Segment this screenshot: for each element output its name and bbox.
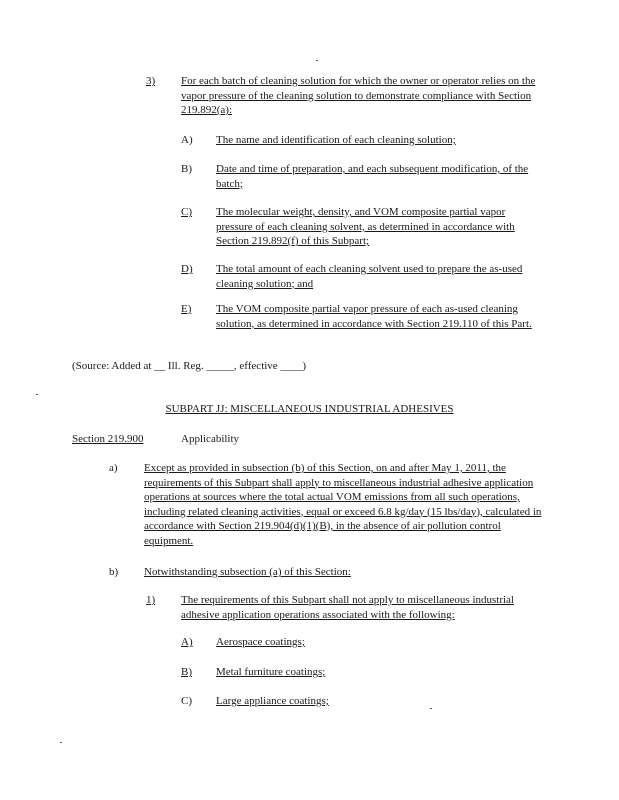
- subitem-a-label: A): [181, 134, 193, 146]
- subpart-heading: SUBPART JJ: MISCELLANEOUS INDUSTRIAL ADHESIVES: [165, 403, 454, 415]
- subitem-a-text: The name and identification of each cleaning solution;: [216, 134, 456, 146]
- item-3-label: 3): [146, 75, 156, 87]
- subitem-b-label: B): [181, 163, 192, 175]
- source-note: (Source: Added at __ Ill. Reg. _____, effective ____): [72, 360, 307, 372]
- scan-speck: [316, 60, 318, 61]
- para-a-label: a): [109, 462, 118, 474]
- section-title: Applicability: [181, 433, 240, 445]
- scan-speck: [60, 742, 62, 743]
- subitem-d-label: D): [181, 263, 193, 275]
- para-b-subitem-b-label: B): [181, 666, 192, 678]
- subitem-c-text: The molecular weight, density, and VOM composite partial vapor pressure of each cleaning solvent, as determined in accordance with Section 219.892(f) of this Subpart;: [216, 206, 515, 247]
- subitem-d-text: The total amount of each cleaning solvent used to prepare the as-used cleaning solution; and: [216, 263, 523, 290]
- para-b-subitem-b-text: Metal furniture coatings;: [216, 666, 326, 678]
- subitem-e-label: E): [181, 303, 192, 315]
- item-3-text: For each batch of cleaning solution for which the owner or operator relies on the vapor pressure of the cleaning solution to demonstrate compliance with Section 219.892(a):: [181, 75, 536, 116]
- para-b-subitem-c-label: C): [181, 695, 192, 707]
- scan-speck: [36, 394, 38, 395]
- section-number: Section 219.900: [72, 433, 144, 445]
- subitem-e-text: The VOM composite partial vapor pressure of each as-used cleaning solution, as determined in accordance with Section 219.110 of this Part.: [216, 303, 532, 330]
- para-b-subitem-a-text: Aerospace coatings;: [216, 636, 305, 648]
- para-b-item-1-label: 1): [146, 594, 156, 606]
- para-b-subitem-a-label: A): [181, 636, 193, 648]
- para-b-text: Notwithstanding subsection (a) of this Section:: [144, 566, 351, 578]
- para-b-label: b): [109, 566, 119, 578]
- para-b-subitem-c-text: Large appliance coatings;: [216, 695, 329, 707]
- scan-speck: [430, 708, 432, 709]
- subitem-b-text: Date and time of preparation, and each subsequent modification, of the batch;: [216, 163, 529, 190]
- para-a-text: Except as provided in subsection (b) of this Section, on and after May 1, 2011, the requirements of this Subpart shall apply to miscellaneous industrial adhesive application operations at sources where the total actual VOM emissions from all such operations, including related cleaning activities, equal or exceed 6.8 kg/day (15 lbs/day), calculated in accordance with Section 219.904(d)(1)(B), in the absence of air pollution control equipment.: [144, 462, 542, 547]
- subitem-c-label: C): [181, 206, 192, 218]
- para-b-item-1-text: The requirements of this Subpart shall not apply to miscellaneous industrial adhesive application operations associated with the following:: [181, 594, 514, 621]
